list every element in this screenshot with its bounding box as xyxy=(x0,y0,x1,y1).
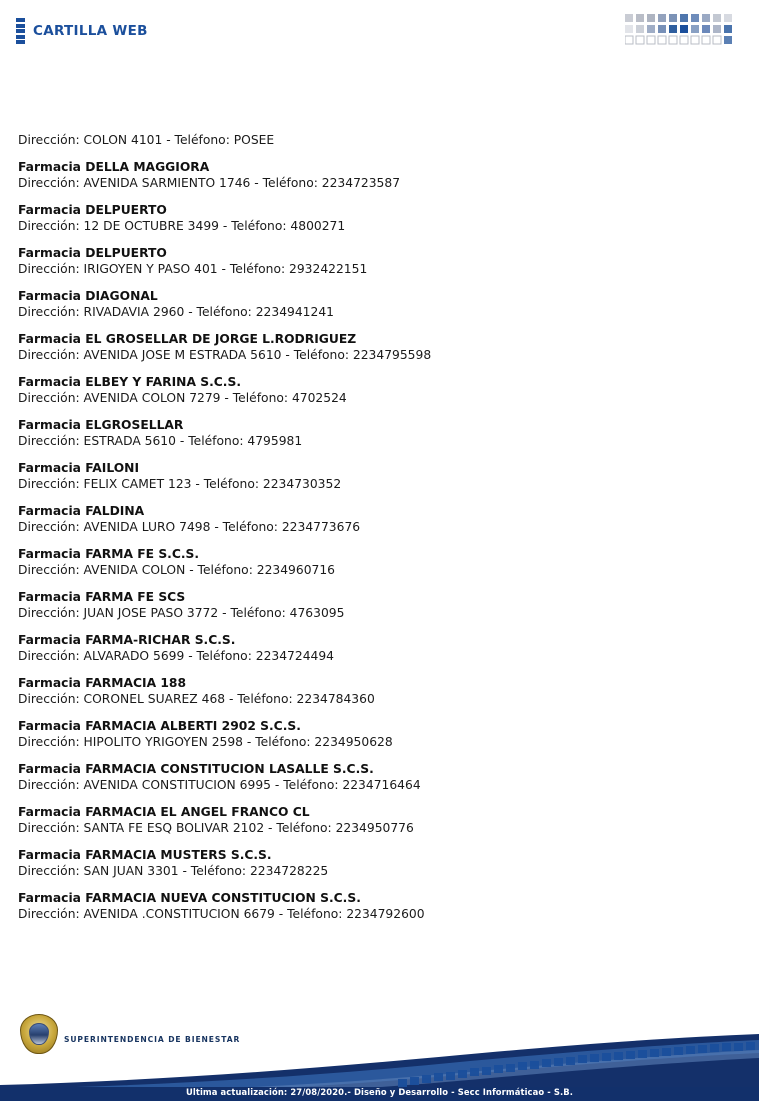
pharmacy-name: Farmacia FAILONI xyxy=(18,461,140,475)
pharmacy-name: Farmacia FARMA FE SCS xyxy=(18,590,186,604)
blue-bars-icon xyxy=(16,18,25,44)
list-item xyxy=(18,632,741,664)
pharmacy-details: Dirección: SAN JUAN 3301 - Teléfono: 2234728225 xyxy=(18,864,329,878)
list-item xyxy=(18,245,741,277)
footer-update-note: Ultima actualización: 27/08/2020.- Diseño y Desarrollo - Secc Informáticao - S.B. xyxy=(185,1087,573,1097)
pharmacy-name: Farmacia DIAGONAL xyxy=(18,289,158,303)
pharmacy-name: Farmacia DELPUERTO xyxy=(18,203,167,217)
pharmacy-name: Farmacia FALDINA xyxy=(18,504,145,518)
pharmacy-details: Dirección: AVENIDA .CONSTITUCION 6679 - Teléfono: 2234792600 xyxy=(18,907,425,921)
pharmacy-details: Dirección: FELIX CAMET 123 - Teléfono: 2234730352 xyxy=(18,477,342,491)
list-item xyxy=(18,288,741,320)
list-item xyxy=(18,202,741,234)
pharmacy-details: Dirección: RIVADAVIA 2960 - Teléfono: 2234941241 xyxy=(18,305,334,319)
pharmacy-name: Farmacia DELLA MAGGIORA xyxy=(18,160,210,174)
pharmacy-list xyxy=(18,132,741,933)
lead-address-line: Dirección: COLON 4101 - Teléfono: POSEE xyxy=(18,133,275,147)
page-footer xyxy=(0,1000,759,1101)
list-item xyxy=(18,718,741,750)
pharmacy-details: Dirección: ESTRADA 5610 - Teléfono: 4795981 xyxy=(18,434,303,448)
pixel-squares-decoration-icon xyxy=(625,8,745,54)
pharmacy-name: Farmacia DELPUERTO xyxy=(18,246,167,260)
list-item xyxy=(18,460,741,492)
list-item xyxy=(18,761,741,793)
list-item xyxy=(18,847,741,879)
list-item xyxy=(18,890,741,922)
pharmacy-name: Farmacia FARMA-RICHAR S.C.S. xyxy=(18,633,236,647)
list-item xyxy=(18,417,741,449)
pharmacy-name: Farmacia FARMACIA 188 xyxy=(18,676,187,690)
pharmacy-details: Dirección: 12 DE OCTUBRE 3499 - Teléfono: 4800271 xyxy=(18,219,346,233)
pharmacy-details: Dirección: IRIGOYEN Y PASO 401 - Teléfono: 2932422151 xyxy=(18,262,368,276)
pharmacy-name: Farmacia FARMACIA MUSTERS S.C.S. xyxy=(18,848,272,862)
pharmacy-details: Dirección: AVENIDA CONSTITUCION 6995 - Teléfono: 2234716464 xyxy=(18,778,421,792)
list-item xyxy=(18,546,741,578)
pharmacy-name: Farmacia EL GROSELLAR DE JORGE L.RODRIGUEZ xyxy=(18,332,357,346)
list-item xyxy=(18,159,741,191)
list-item xyxy=(18,374,741,406)
pharmacy-details: Dirección: AVENIDA LURO 7498 - Teléfono: 2234773676 xyxy=(18,520,361,534)
pharmacy-details: Dirección: CORONEL SUAREZ 468 - Teléfono: 2234784360 xyxy=(18,692,375,706)
pharmacy-details: Dirección: ALVARADO 5699 - Teléfono: 2234724494 xyxy=(18,649,334,663)
list-item xyxy=(18,331,741,363)
pharmacy-details: Dirección: AVENIDA JOSE M ESTRADA 5610 - Teléfono: 2234795598 xyxy=(18,348,432,362)
pharmacy-details: Dirección: AVENIDA COLON 7279 - Teléfono: 4702524 xyxy=(18,391,347,405)
pharmacy-name: Farmacia FARMA FE S.C.S. xyxy=(18,547,200,561)
pharmacy-name: Farmacia FARMACIA CONSTITUCION LASALLE S.C.S. xyxy=(18,762,374,776)
list-item xyxy=(18,675,741,707)
page-header xyxy=(0,0,759,62)
pharmacy-details: Dirección: HIPOLITO YRIGOYEN 2598 - Teléfono: 2234950628 xyxy=(18,735,393,749)
pharmacy-name: Farmacia FARMACIA NUEVA CONSTITUCION S.C.S. xyxy=(18,891,361,905)
pharmacy-name: Farmacia ELBEY Y FARINA S.C.S. xyxy=(18,375,242,389)
pharmacy-details: Dirección: AVENIDA SARMIENTO 1746 - Teléfono: 2234723587 xyxy=(18,176,401,190)
pharmacy-details: Dirección: SANTA FE ESQ BOLIVAR 2102 - Teléfono: 2234950776 xyxy=(18,821,414,835)
list-item xyxy=(18,503,741,535)
pharmacy-details: Dirección: JUAN JOSE PASO 3772 - Teléfono: 4763095 xyxy=(18,606,345,620)
pharmacy-name: Farmacia ELGROSELLAR xyxy=(18,418,184,432)
pharmacy-details: Dirección: AVENIDA COLON - Teléfono: 2234960716 xyxy=(18,563,335,577)
page-title: CARTILLA WEB xyxy=(33,23,148,39)
list-item xyxy=(18,589,741,621)
pharmacy-name: Farmacia FARMACIA ALBERTI 2902 S.C.S. xyxy=(18,719,301,733)
list-item xyxy=(18,804,741,836)
organization-label: SUPERINTENDENCIA DE BIENESTAR xyxy=(64,1035,241,1044)
pharmacy-name: Farmacia FARMACIA EL ANGEL FRANCO CL xyxy=(18,805,310,819)
